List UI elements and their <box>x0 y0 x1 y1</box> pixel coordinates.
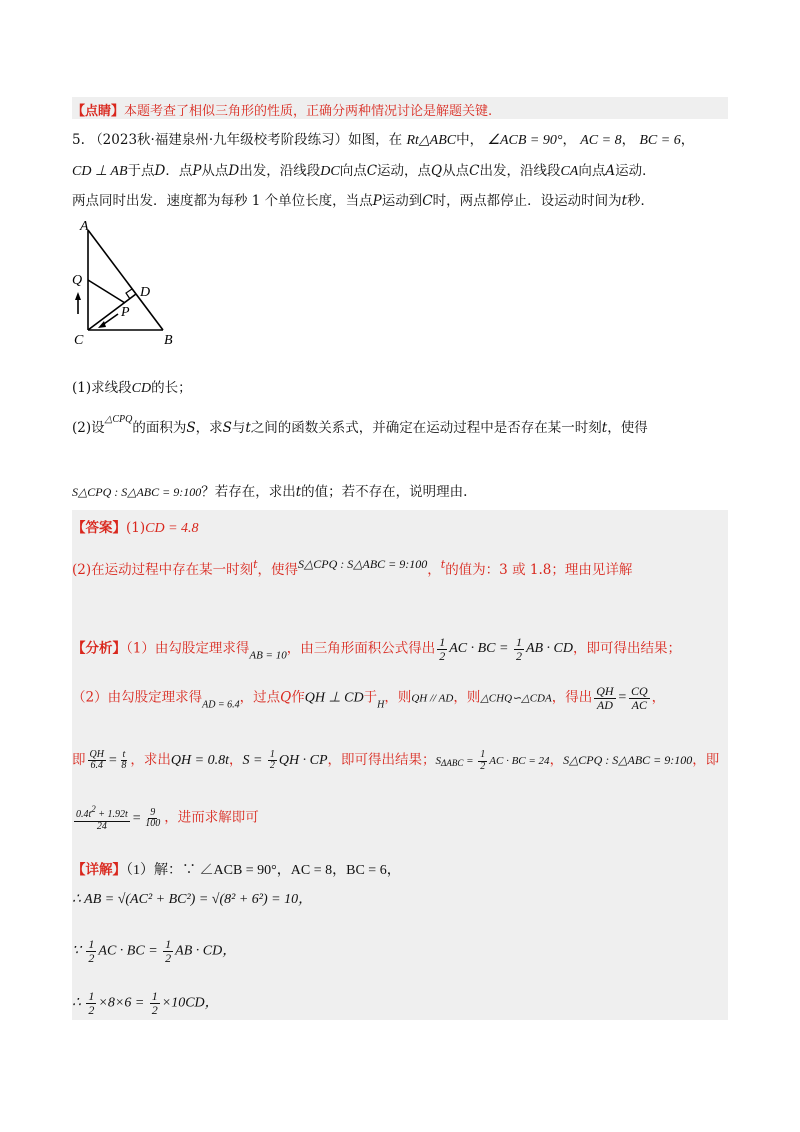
point-h: H <box>377 699 385 711</box>
var-t: t <box>601 420 608 436</box>
text: ， <box>228 752 243 768</box>
var-t: t <box>621 193 628 209</box>
text: ，则 <box>384 689 412 706</box>
similar-triangles: △CHQ∽△CDA <box>480 692 552 705</box>
detail-line-1 <box>72 858 401 879</box>
text: 作 <box>291 689 305 706</box>
text: ，则 <box>453 689 481 706</box>
problem-line-1 <box>72 128 694 149</box>
point-c: C <box>469 163 480 179</box>
text: 运动． <box>615 163 656 179</box>
text: ？若存在，求出 <box>201 484 296 500</box>
text: 中， <box>456 132 484 148</box>
point-q: Q <box>431 163 443 179</box>
problem-source: （2023秋·福建泉州·九年级校考阶段练习）如图，在 <box>89 132 403 148</box>
text: 的面积为 <box>132 420 187 436</box>
point-d: D <box>154 163 166 179</box>
segment-cd: CD <box>131 381 152 396</box>
text: 从点 <box>442 163 470 179</box>
text: ，求 <box>195 420 223 436</box>
ac-value: AC = 8 <box>580 133 622 148</box>
label-p: P <box>121 305 130 320</box>
detail-line-4: ∴ $\frac{1}{2}$ ×8×6 = $\frac{1}{2}$ ×10CD， <box>72 989 219 1017</box>
s-formula: S = $\frac{1}{2}$ QH · CP <box>242 748 328 772</box>
text: ，得出 <box>551 689 593 706</box>
detail-bracket: 【详解】 <box>72 862 126 878</box>
text: ， <box>680 132 695 148</box>
text: (2)在运动过程中存在某一时刻 <box>72 562 254 578</box>
question-2 <box>72 414 648 436</box>
problem-number: 5. <box>72 132 85 148</box>
segment-ca: CA <box>560 164 579 179</box>
tip-line <box>72 100 492 119</box>
because-symbol: ∵ <box>72 943 81 959</box>
question-2-cont <box>72 480 467 500</box>
answer-line-2 <box>72 557 632 578</box>
segment-qp <box>88 280 125 303</box>
text: 与 <box>231 420 246 436</box>
text: 向点 <box>339 163 367 179</box>
answer-bracket: 【答案】 <box>72 520 126 536</box>
text: ， <box>562 132 576 148</box>
s-label: S = <box>242 753 266 768</box>
text: ．点 <box>165 163 193 179</box>
qh-value: QH = 0.8t <box>170 753 229 768</box>
text: ，即可得出结果； <box>573 640 682 657</box>
text: （1）由勾股定理求得 <box>126 640 250 657</box>
text: 的值为：3 或 1.8；理由见详解 <box>445 562 633 578</box>
label-q: Q <box>72 273 83 288</box>
rt-abc: Rt△ABC <box>406 133 457 148</box>
analysis-bracket: 【分析】 <box>72 640 126 657</box>
arrow-q-head <box>75 292 81 300</box>
analysis-line-2 <box>72 685 665 711</box>
qh-perp-cd: QH ⊥ CD <box>304 690 364 706</box>
ratio-equation: $\frac{QH}{AD}$ = $\frac{CQ}{AC}$ <box>596 684 648 712</box>
text: （2）由勾股定理求得 <box>72 689 203 706</box>
text: 出发，沿线段 <box>479 163 561 179</box>
segment-dc: DC <box>320 164 340 179</box>
text: ， <box>651 689 666 706</box>
detail-given: （1）解：∵ ∠ACB = 90°，AC = 8，BC = 6， <box>126 863 401 878</box>
text: ，过点 <box>239 689 281 706</box>
detail-line-3: ∵ $\frac{1}{2}$ AC · BC = $\frac{1}{2}$ AB · CD， <box>72 937 237 965</box>
cd-perp-ab: CD ⊥ AB <box>72 164 128 179</box>
cd-answer: CD = 4.8 <box>145 521 199 536</box>
tip-bracket: 【点睛】 <box>72 104 125 119</box>
area-ratio: S△CPQ : S△ABC = 9:100 <box>298 557 428 571</box>
label-d: D <box>140 285 151 300</box>
label-c: C <box>74 333 84 348</box>
text: 运动，点 <box>377 163 432 179</box>
text: ，进而求解即可 <box>164 809 259 826</box>
text: ，即 <box>692 752 720 768</box>
qh-fraction: $\frac{QH}{6.4}$ = $\frac{t}{8}$ <box>89 748 127 772</box>
text: ， <box>204 995 219 1011</box>
text: 秒． <box>627 193 655 209</box>
text: ，由三角形面积公式得出 <box>286 640 436 657</box>
bc-value: BC = 6 <box>639 133 681 148</box>
var-t: t <box>295 484 302 500</box>
text: ， <box>427 562 441 578</box>
text: ，使得 <box>257 562 299 578</box>
ad-value: AD = 6.4 <box>202 699 240 711</box>
point-c: C <box>366 163 378 179</box>
analysis-line-3 <box>72 748 719 772</box>
text: ，求出 <box>130 752 171 768</box>
text: 于点 <box>127 163 155 179</box>
text: ， <box>222 943 237 959</box>
text: 时，两点都停止．设运动时间为 <box>432 193 622 209</box>
quadratic-equation: $\frac{0.4t2 + 1.92t}{24}$ = $\frac{9}{100}$ <box>76 804 161 832</box>
answer-line-1 <box>72 516 199 537</box>
text: 向点 <box>578 163 606 179</box>
area-ratio: S△CPQ : S△ABC = 9:100 <box>563 753 693 767</box>
text: 的值；若不存在，说明理由. <box>301 484 468 500</box>
var-t: t <box>245 420 251 436</box>
var-s: S <box>186 420 196 436</box>
ab-value: AB = 10 <box>249 649 287 662</box>
analysis-line-4 <box>72 805 259 832</box>
text: (1)求线段 <box>72 380 132 396</box>
text: 出发，沿线段 <box>239 163 321 179</box>
var-s: S <box>222 420 232 436</box>
text: 从点 <box>201 163 229 179</box>
detail-line-2: ∴ AB = √(AC² + BC²) = √(8² + 6²) = 10， <box>72 892 313 907</box>
tip-text: 本题考查了相似三角形的性质，正确分两种情况讨论是解题关键. <box>124 104 493 119</box>
point-a: A <box>605 163 616 179</box>
area-ratio: S△CPQ : S△ABC = 9:100 <box>72 485 202 499</box>
point-p: P <box>192 163 202 179</box>
var-t: t <box>253 558 258 571</box>
point-q: Q <box>280 689 292 706</box>
problem-line-2 <box>72 159 656 180</box>
label-b: B <box>164 333 173 348</box>
area-equation: $\frac{1}{2}$ AC · BC = $\frac{1}{2}$ AB · CD <box>439 635 574 663</box>
point-p: P <box>372 193 382 209</box>
text: 于 <box>363 689 378 706</box>
text: 即 <box>72 752 86 768</box>
point-c: C <box>422 193 433 209</box>
text: (1) <box>126 520 146 536</box>
triangle-cpq: △CPQ <box>104 414 133 425</box>
var-t: t <box>440 558 446 571</box>
problem-line-3 <box>72 189 654 209</box>
text: ， <box>549 752 564 768</box>
text: ， <box>621 132 636 148</box>
text: 的长； <box>151 380 192 396</box>
geometry-diagram <box>68 218 188 348</box>
question-1 <box>72 376 192 397</box>
therefore-symbol: ∴ <box>72 995 81 1011</box>
s-abc-formula: $S_{\Delta ABC}$ = $\frac{1}{2}$ AC · BC = 24 <box>435 749 550 772</box>
text: ，使得 <box>607 420 648 436</box>
angle-acb: ∠ACB = 90° <box>487 133 563 148</box>
text: 运动到 <box>381 193 423 209</box>
point-d: D <box>228 163 240 179</box>
analysis-line-1 <box>72 636 681 662</box>
text: 两点同时出发．速度都为每秒 1 个单位长度，当点 <box>72 193 373 209</box>
text: 之间的函数关系式，并确定在运动过程中是否存在某一时刻 <box>250 420 602 436</box>
text: ，即可得出结果； <box>327 752 436 768</box>
qh-parallel-ad: QH // AD <box>411 692 454 705</box>
text: (2)设 <box>72 420 105 436</box>
label-a: A <box>80 219 89 234</box>
